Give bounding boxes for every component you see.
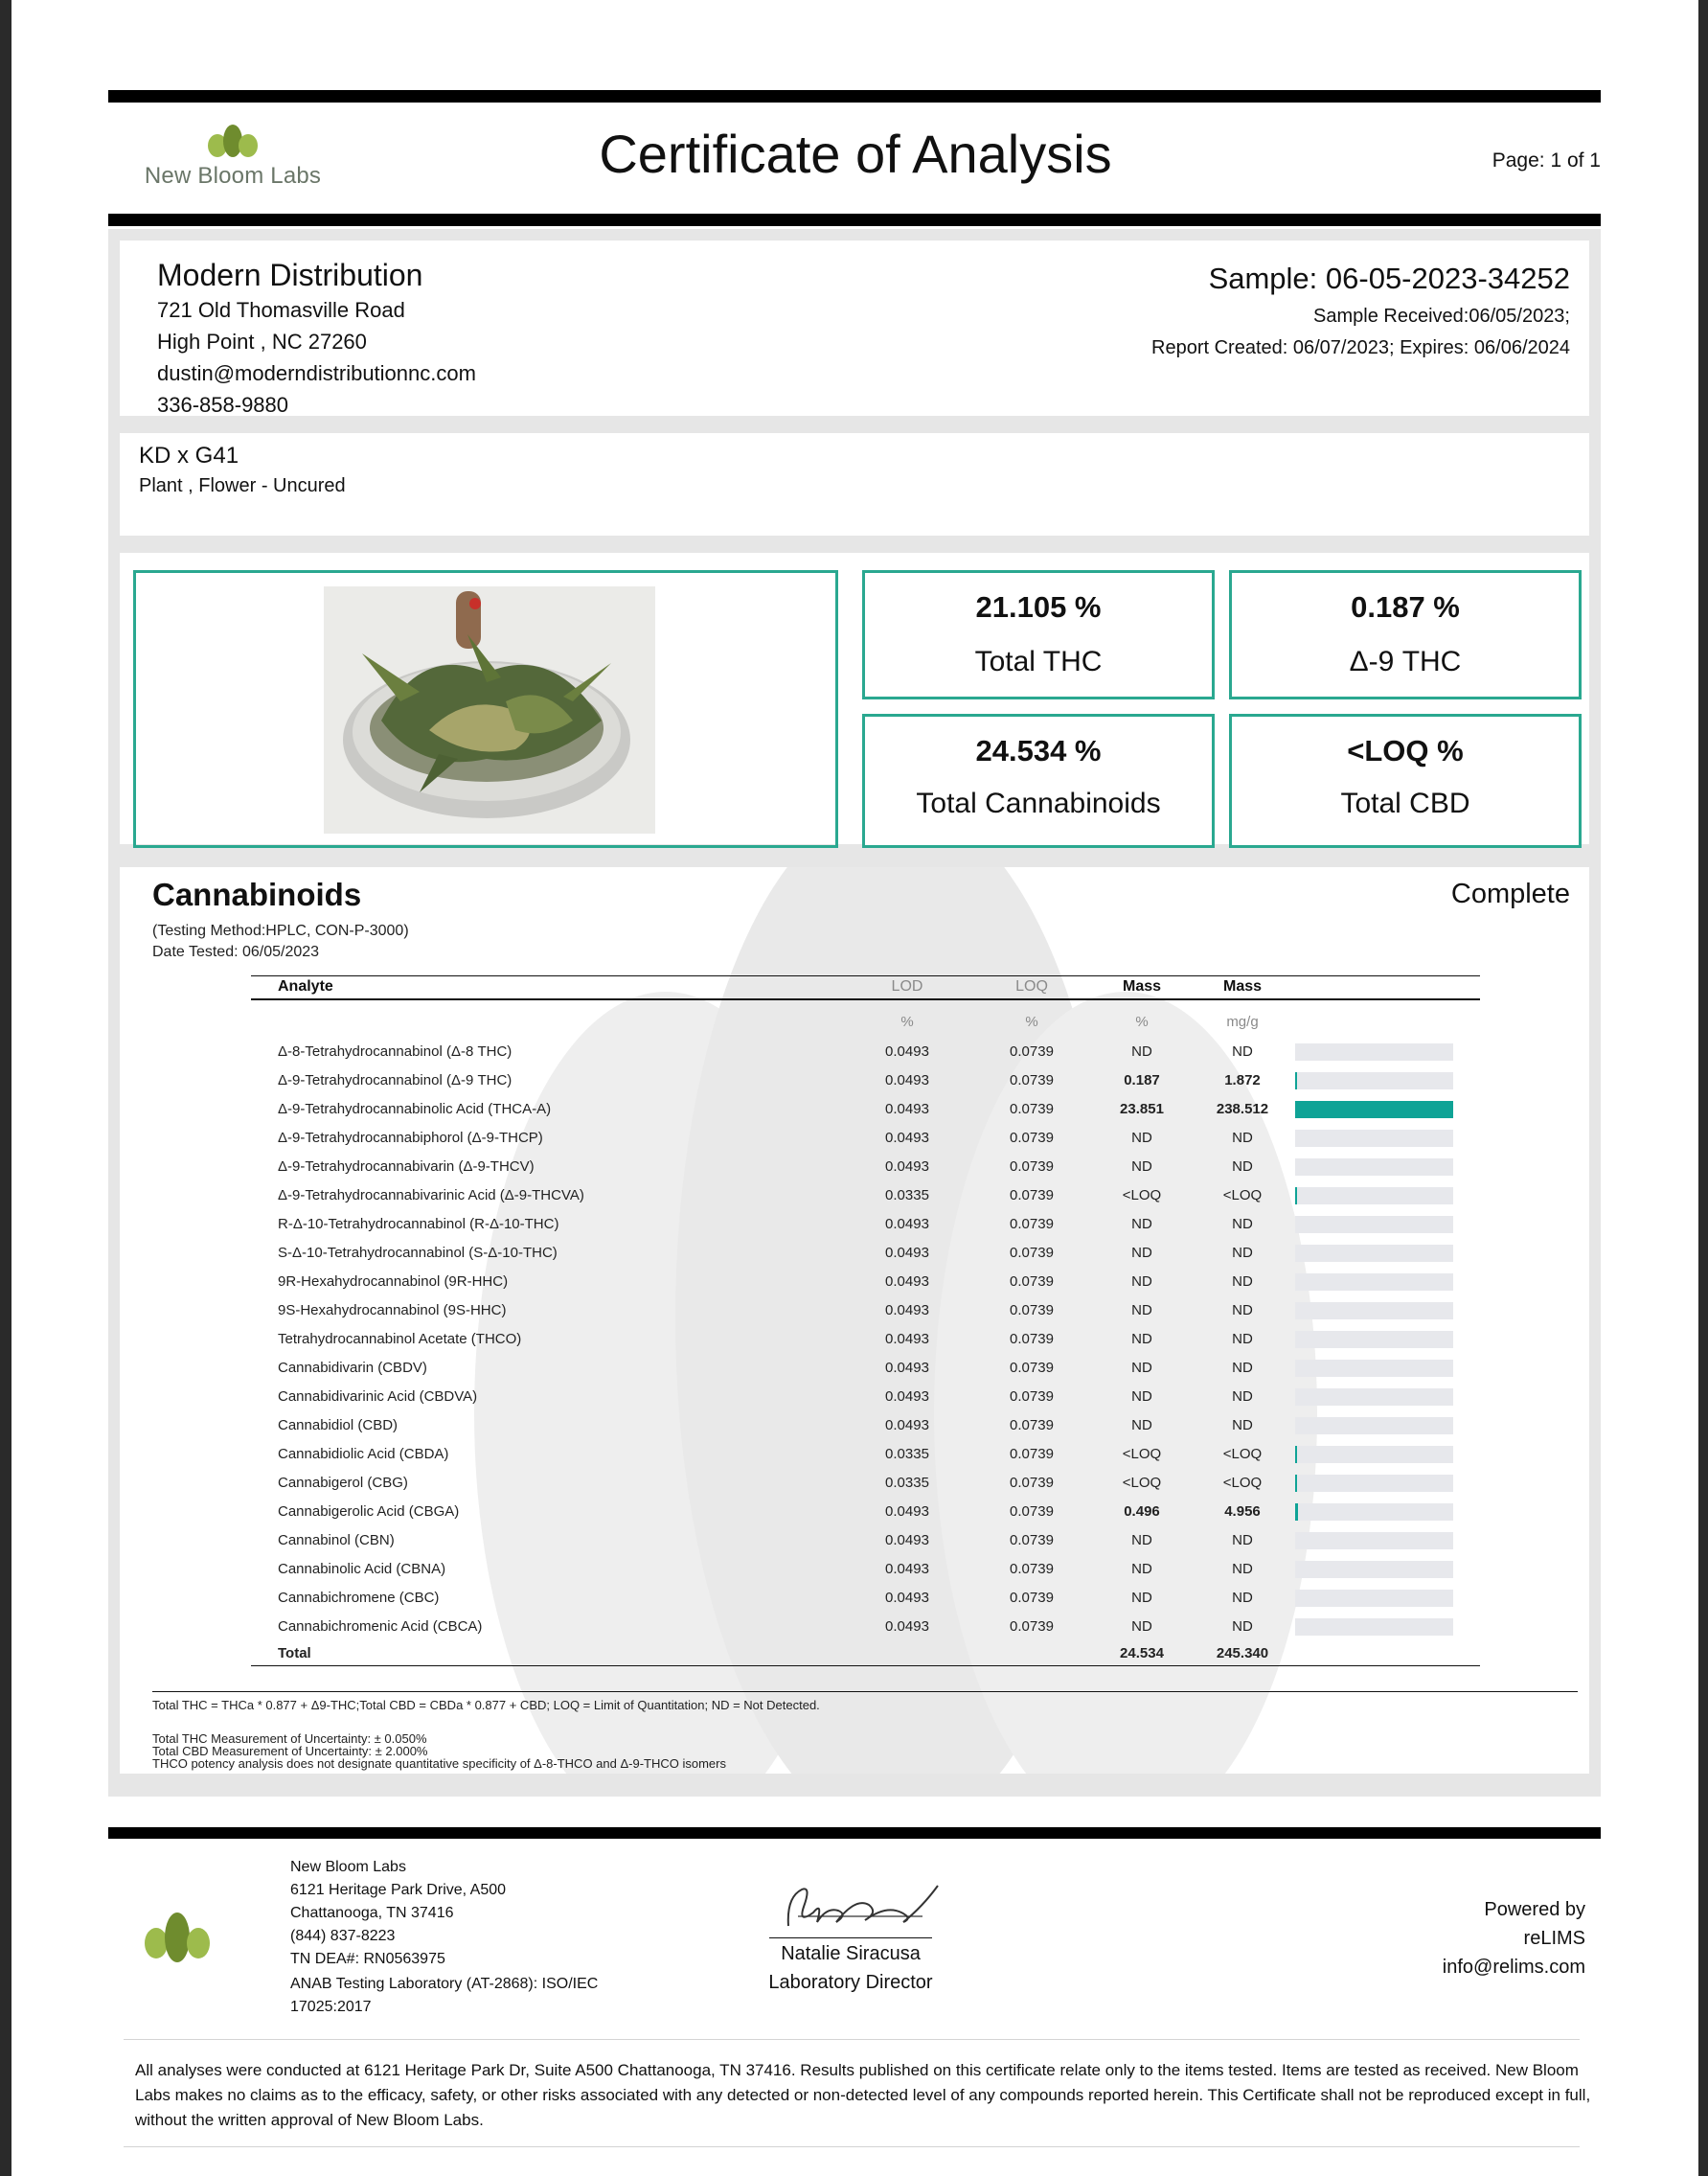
col-mass-pct: Mass [1094, 976, 1190, 999]
table-row [251, 1498, 1480, 1526]
level-bar-track [1295, 1561, 1453, 1578]
unit-mass-pct: % [1135, 1013, 1149, 1030]
lod-value: 0.0493 [885, 1101, 929, 1117]
table-row [251, 1383, 1480, 1411]
analyte-name: Cannabinolic Acid (CBNA) [278, 1561, 446, 1577]
lod-value: 0.0493 [885, 1302, 929, 1318]
footer-phone: (844) 837-8223 [290, 1928, 396, 1944]
total-lod-blank [845, 1641, 969, 1666]
mass-pct-value: <LOQ [1122, 1187, 1162, 1203]
level-bar-cell [1295, 1411, 1480, 1440]
mass-mg-value: ND [1232, 1245, 1253, 1261]
mass-pct-value: 0.187 [1124, 1072, 1160, 1088]
lod-value: 0.0493 [885, 1245, 929, 1261]
unit-lod: % [900, 1013, 914, 1030]
signature-image [769, 1878, 951, 1935]
table-row [251, 1354, 1480, 1383]
level-bar-fill [1295, 1503, 1298, 1521]
unit-mass-mg: mg/g [1226, 1013, 1259, 1030]
header-bottom-rule [108, 214, 1601, 226]
mass-pct-value: <LOQ [1122, 1446, 1162, 1462]
loq-value: 0.0739 [1010, 1302, 1054, 1318]
powered-by: Powered by [1484, 1899, 1585, 1920]
col-loq: LOQ [969, 976, 1094, 999]
lod-value: 0.0493 [885, 1360, 929, 1376]
cannabinoids-title: Cannabinoids [152, 877, 362, 912]
analyte-name: Δ-9-Tetrahydrocannabinol (Δ-9 THC) [278, 1072, 512, 1088]
table-row [251, 1526, 1480, 1555]
cannabinoids-table [251, 975, 1480, 1666]
analyte-name: Cannabidivarinic Acid (CBDVA) [278, 1388, 478, 1405]
level-bar-track [1295, 1043, 1453, 1061]
level-bar-cell [1295, 1469, 1480, 1498]
cannabinoids-status: Complete [1450, 879, 1570, 909]
level-bar-track [1295, 1216, 1453, 1233]
analyte-name: Cannabichromene (CBC) [278, 1590, 440, 1606]
total-thc-label: Total THC [974, 646, 1103, 677]
lod-value: 0.0493 [885, 1417, 929, 1433]
total-label: Total [251, 1641, 845, 1666]
analyte-name: Cannabidiolic Acid (CBDA) [278, 1446, 449, 1462]
mass-pct-value: ND [1131, 1273, 1152, 1290]
sample-photo-frame [133, 570, 838, 848]
level-bar-cell [1295, 1124, 1480, 1153]
level-bar-cell [1295, 1066, 1480, 1095]
level-bar-track [1295, 1101, 1453, 1118]
d9-thc-value: 0.187 % [1351, 590, 1460, 624]
lab-logo [137, 123, 329, 199]
level-bar-track [1295, 1475, 1453, 1492]
table-row [251, 1124, 1480, 1153]
total-cannabinoids-value: 24.534 % [975, 734, 1102, 767]
table-row [251, 1095, 1480, 1124]
header-top-rule [108, 90, 1601, 103]
uncertainty-cbd: Total CBD Measurement of Uncertainty: ± 2.000% [152, 1744, 428, 1758]
header [108, 103, 1601, 214]
mass-mg-value: 1.872 [1224, 1072, 1261, 1088]
level-bar-cell [1295, 1383, 1480, 1411]
mass-pct-value: ND [1131, 1158, 1152, 1175]
level-bar-cell [1295, 1526, 1480, 1555]
level-bar-fill [1295, 1446, 1297, 1463]
level-bar-cell [1295, 1239, 1480, 1268]
level-bar-track [1295, 1187, 1453, 1204]
table-row [251, 1153, 1480, 1181]
client-name: Modern Distribution [157, 258, 423, 292]
analyte-name: 9S-Hexahydrocannabinol (9S-HHC) [278, 1302, 507, 1318]
level-bar-track [1295, 1446, 1453, 1463]
loq-value: 0.0739 [1010, 1331, 1054, 1347]
footer-address-1: 6121 Heritage Park Drive, A500 [290, 1882, 507, 1898]
unit-bar [1295, 999, 1480, 1038]
potency-summary [120, 553, 1589, 844]
analyte-name: Δ-9-Tetrahydrocannabivarinic Acid (Δ-9-THCVA) [278, 1187, 584, 1203]
loq-value: 0.0739 [1010, 1532, 1054, 1548]
col-bar [1295, 976, 1480, 999]
total-cannabinoids-card [862, 714, 1215, 848]
level-bar-cell [1295, 1584, 1480, 1613]
cannabinoids-section [120, 867, 1589, 1774]
lod-value: 0.0335 [885, 1475, 929, 1491]
total-cannabinoids-label: Total Cannabinoids [916, 788, 1161, 819]
product-info [120, 433, 1589, 536]
mass-pct-value: ND [1131, 1245, 1152, 1261]
mass-pct-value: ND [1131, 1302, 1152, 1318]
certificate-page [11, 0, 1698, 2176]
table-row [251, 1066, 1480, 1095]
loq-value: 0.0739 [1010, 1417, 1054, 1433]
footer [108, 1821, 1601, 2176]
level-bar-cell [1295, 1440, 1480, 1469]
analyte-name: S-Δ-10-Tetrahydrocannabinol (S-Δ-10-THC) [278, 1245, 558, 1261]
total-loq-blank [969, 1641, 1094, 1666]
mass-pct-value: ND [1131, 1216, 1152, 1232]
lod-value: 0.0493 [885, 1158, 929, 1175]
level-bar-track [1295, 1503, 1453, 1521]
mass-pct-value: ND [1131, 1561, 1152, 1577]
level-bar-track [1295, 1245, 1453, 1262]
mass-mg-value: ND [1232, 1561, 1253, 1577]
level-bar-track [1295, 1360, 1453, 1377]
client-email: dustin@moderndistributionnc.com [157, 361, 476, 385]
total-mass-mg: 245.340 [1190, 1641, 1295, 1666]
col-lod: LOD [845, 976, 969, 999]
table-row [251, 1613, 1480, 1641]
analyte-name: Δ-9-Tetrahydrocannabiphorol (Δ-9-THCP) [278, 1130, 543, 1146]
level-bar-track [1295, 1130, 1453, 1147]
mass-mg-value: ND [1232, 1331, 1253, 1347]
level-bar-track [1295, 1158, 1453, 1176]
disclaimer: All analyses were conducted at 6121 Heritage Park Dr, Suite A500 Chattanooga, TN 37416. Results published on this certificate relate only to the items tested. Items are tested as received. New Bloom Labs makes no claims as to the efficacy, safety, or other risks associated with any detected or non-detected level of any compounds reported herein. This Certificate shall not be reproduced except in full, without the written approval of New Bloom Labs. [135, 2061, 1591, 2129]
analyte-name: Cannabichromenic Acid (CBCA) [278, 1618, 483, 1635]
level-bar-cell [1295, 1613, 1480, 1641]
level-bar-cell [1295, 1095, 1480, 1124]
signer-role: Laboratory Director [768, 1972, 933, 1993]
total-thc-card [862, 570, 1215, 699]
mass-mg-value: <LOQ [1222, 1475, 1263, 1491]
loq-value: 0.0739 [1010, 1388, 1054, 1405]
client-address-2: High Point , NC 27260 [157, 330, 367, 354]
analyte-name: Cannabigerolic Acid (CBGA) [278, 1503, 460, 1520]
level-bar-cell [1295, 1038, 1480, 1066]
mass-pct-value: 23.851 [1120, 1101, 1164, 1117]
level-bar-cell [1295, 1498, 1480, 1526]
level-bar-fill [1295, 1072, 1297, 1089]
lab-name: New Bloom Labs [144, 163, 322, 189]
report-dates: Report Created: 06/07/2023; Expires: 06/06/2024 [1151, 337, 1570, 358]
mass-mg-value: ND [1232, 1618, 1253, 1635]
table-row [251, 1038, 1480, 1066]
powered-by-brand: reLIMS [1523, 1928, 1585, 1949]
lod-value: 0.0493 [885, 1273, 929, 1290]
total-cbd-value: <LOQ % [1347, 734, 1464, 767]
table-row [251, 1268, 1480, 1296]
footer-anab: ANAB Testing Laboratory (AT-2868): ISO/IEC [290, 1976, 599, 1992]
total-cbd-label: Total CBD [1340, 788, 1470, 819]
table-row [251, 1325, 1480, 1354]
footer-leaf-logo-icon [139, 1909, 216, 1966]
total-mass-pct: 24.534 [1094, 1641, 1190, 1666]
mass-mg-value: ND [1232, 1043, 1253, 1060]
product-type: Plant , Flower - Uncured [139, 475, 346, 496]
mass-pct-value: ND [1131, 1331, 1152, 1347]
mass-mg-value: 238.512 [1216, 1101, 1269, 1117]
lod-value: 0.0493 [885, 1130, 929, 1146]
mass-pct-value: ND [1131, 1130, 1152, 1146]
level-bar-fill [1295, 1475, 1297, 1492]
level-bar-cell [1295, 1268, 1480, 1296]
loq-value: 0.0739 [1010, 1187, 1054, 1203]
level-bar-track [1295, 1618, 1453, 1636]
lod-value: 0.0493 [885, 1618, 929, 1635]
level-bar-track [1295, 1302, 1453, 1319]
footer-dea: TN DEA#: RN0563975 [290, 1951, 445, 1967]
analyte-name: Cannabidiol (CBD) [278, 1417, 399, 1433]
level-bar-cell [1295, 1296, 1480, 1325]
mass-mg-value: ND [1232, 1130, 1253, 1146]
level-bar-cell [1295, 1153, 1480, 1181]
flower-sample-image [324, 586, 655, 834]
lod-value: 0.0493 [885, 1216, 929, 1232]
lod-value: 0.0493 [885, 1503, 929, 1520]
level-bar-fill [1295, 1101, 1453, 1118]
mass-pct-value: ND [1131, 1388, 1152, 1405]
loq-value: 0.0739 [1010, 1475, 1054, 1491]
loq-value: 0.0739 [1010, 1273, 1054, 1290]
lod-value: 0.0493 [885, 1388, 929, 1405]
loq-value: 0.0739 [1010, 1360, 1054, 1376]
loq-value: 0.0739 [1010, 1101, 1054, 1117]
analyte-name: Tetrahydrocannabinol Acetate (THCO) [278, 1331, 522, 1347]
signature-line [769, 1937, 932, 1938]
client-address-1: 721 Old Thomasville Road [157, 298, 405, 322]
footer-anab-2: 17025:2017 [290, 1999, 372, 2015]
sample-received: Sample Received:06/05/2023; [1313, 306, 1570, 327]
lod-value: 0.0493 [885, 1561, 929, 1577]
level-bar-track [1295, 1417, 1453, 1434]
footnote-definitions: Total THC = THCa * 0.877 + Δ9-THC;Total CBD = CBDa * 0.877 + CBD; LOQ = Limit of Quantitation; ND = Not Detected. [152, 1698, 820, 1712]
lod-value: 0.0493 [885, 1043, 929, 1060]
sample-photo [324, 586, 655, 834]
analyte-name: Δ-9-Tetrahydrocannabinolic Acid (THCA-A) [278, 1101, 552, 1117]
mass-pct-value: ND [1131, 1618, 1152, 1635]
level-bar-track [1295, 1532, 1453, 1549]
mass-mg-value: ND [1232, 1302, 1253, 1318]
disclaimer-top-rule [124, 2039, 1580, 2040]
loq-value: 0.0739 [1010, 1446, 1054, 1462]
analyte-name: 9R-Hexahydrocannabinol (9R-HHC) [278, 1273, 509, 1290]
testing-method: (Testing Method:HPLC, CON-P-3000) [152, 923, 409, 939]
thco-note: THCO potency analysis does not designate quantitative specificity of Δ-8-THCO and Δ-9-THCO isomers [152, 1756, 726, 1771]
mass-mg-value: <LOQ [1222, 1446, 1263, 1462]
loq-value: 0.0739 [1010, 1158, 1054, 1175]
sample-id: Sample: 06-05-2023-34252 [1208, 262, 1570, 295]
mass-mg-value: 4.956 [1224, 1503, 1261, 1520]
report-body [108, 229, 1601, 1797]
table-row [251, 1555, 1480, 1584]
total-thc-value: 21.105 % [975, 590, 1102, 624]
level-bar-cell [1295, 1325, 1480, 1354]
loq-value: 0.0739 [1010, 1130, 1054, 1146]
unit-loq: % [1025, 1013, 1038, 1030]
level-bar-track [1295, 1590, 1453, 1607]
total-cbd-card [1229, 714, 1582, 848]
mass-pct-value: ND [1131, 1360, 1152, 1376]
mass-pct-value: ND [1131, 1043, 1152, 1060]
table-row [251, 1469, 1480, 1498]
mass-mg-value: ND [1232, 1388, 1253, 1405]
mass-pct-value: <LOQ [1122, 1475, 1162, 1491]
lod-value: 0.0493 [885, 1532, 929, 1548]
level-bar-track [1295, 1072, 1453, 1089]
units-blank [251, 999, 845, 1038]
loq-value: 0.0739 [1010, 1590, 1054, 1606]
table-row [251, 1440, 1480, 1469]
table-row [251, 1296, 1480, 1325]
mass-pct-value: ND [1131, 1590, 1152, 1606]
loq-value: 0.0739 [1010, 1618, 1054, 1635]
table-row [251, 1584, 1480, 1613]
mass-mg-value: ND [1232, 1158, 1253, 1175]
footer-lab-name: New Bloom Labs [290, 1859, 406, 1875]
mass-mg-value: ND [1232, 1590, 1253, 1606]
table-row [251, 1411, 1480, 1440]
lod-value: 0.0493 [885, 1331, 929, 1347]
leaf-logo-icon [204, 123, 262, 159]
total-row [251, 1641, 1480, 1666]
loq-value: 0.0739 [1010, 1561, 1054, 1577]
footer-address-2: Chattanooga, TN 37416 [290, 1905, 454, 1921]
loq-value: 0.0739 [1010, 1072, 1054, 1088]
level-bar-cell [1295, 1555, 1480, 1584]
page-edge-right [1698, 0, 1708, 2176]
mass-mg-value: ND [1232, 1273, 1253, 1290]
level-bar-track [1295, 1388, 1453, 1406]
loq-value: 0.0739 [1010, 1245, 1054, 1261]
mass-mg-value: ND [1232, 1360, 1253, 1376]
loq-value: 0.0739 [1010, 1216, 1054, 1232]
col-analyte: Analyte [251, 976, 845, 999]
client-info [120, 241, 1589, 416]
page-edge-left [0, 0, 11, 2176]
loq-value: 0.0739 [1010, 1503, 1054, 1520]
level-bar-fill [1295, 1187, 1297, 1204]
d9-thc-card [1229, 570, 1582, 699]
total-bar-blank [1295, 1641, 1480, 1666]
units-row [251, 999, 1480, 1038]
level-bar-track [1295, 1331, 1453, 1348]
analyte-name: Δ-9-Tetrahydrocannabivarin (Δ-9-THCV) [278, 1158, 535, 1175]
analyte-name: Cannabinol (CBN) [278, 1532, 395, 1548]
table-row [251, 1210, 1480, 1239]
lod-value: 0.0493 [885, 1590, 929, 1606]
mass-mg-value: ND [1232, 1216, 1253, 1232]
analyte-name: Cannabidivarin (CBDV) [278, 1360, 427, 1376]
product-name: KD x G41 [139, 443, 239, 469]
lod-value: 0.0335 [885, 1446, 929, 1462]
table-header-row [251, 976, 1480, 999]
lod-value: 0.0335 [885, 1187, 929, 1203]
table-row [251, 1239, 1480, 1268]
table-row [251, 1181, 1480, 1210]
loq-value: 0.0739 [1010, 1043, 1054, 1060]
col-mass-mg: Mass [1190, 976, 1295, 999]
powered-by-email: info@relims.com [1442, 1957, 1585, 1978]
level-bar-cell [1295, 1181, 1480, 1210]
mass-pct-value: ND [1131, 1417, 1152, 1433]
footnote-rule [152, 1691, 1578, 1692]
level-bar-cell [1295, 1354, 1480, 1383]
uncertainty-thc: Total THC Measurement of Uncertainty: ± 0.050% [152, 1731, 427, 1746]
level-bar-cell [1295, 1210, 1480, 1239]
page-number: Page: 1 of 1 [1492, 149, 1601, 172]
disclaimer-bottom-rule [124, 2146, 1580, 2147]
client-phone: 336-858-9880 [157, 393, 289, 417]
level-bar-track [1295, 1273, 1453, 1291]
mass-mg-value: <LOQ [1222, 1187, 1263, 1203]
mass-mg-value: ND [1232, 1417, 1253, 1433]
mass-pct-value: ND [1131, 1532, 1152, 1548]
analyte-name: Δ-8-Tetrahydrocannabinol (Δ-8 THC) [278, 1043, 512, 1060]
mass-mg-value: ND [1232, 1532, 1253, 1548]
analyte-name: Cannabigerol (CBG) [278, 1475, 408, 1491]
analyte-name: R-Δ-10-Tetrahydrocannabinol (R-Δ-10-THC) [278, 1216, 559, 1232]
page-title: Certificate of Analysis [599, 124, 1112, 184]
signer-name: Natalie Siracusa [781, 1943, 921, 1964]
date-tested: Date Tested: 06/05/2023 [152, 944, 320, 960]
d9-thc-label: Δ-9 THC [1349, 646, 1462, 677]
mass-pct-value: 0.496 [1124, 1503, 1160, 1520]
lod-value: 0.0493 [885, 1072, 929, 1088]
